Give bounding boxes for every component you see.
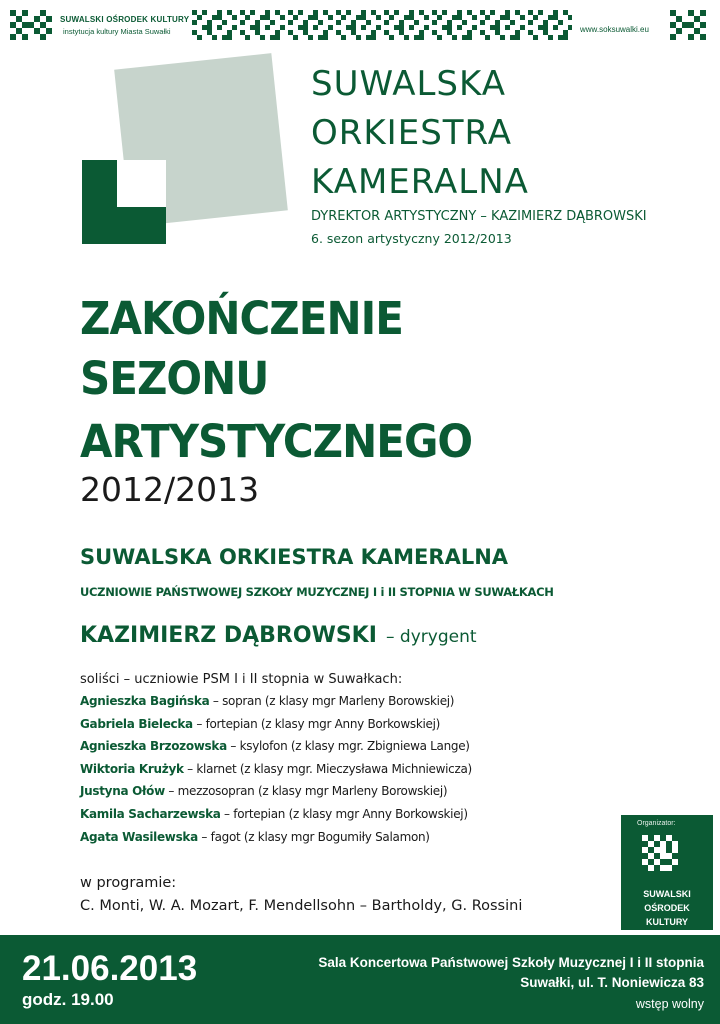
conductor <box>80 623 477 648</box>
soloist-item <box>80 780 472 803</box>
orchestra-title-line: SUWALSKA <box>311 64 506 104</box>
soloists-list <box>80 690 472 848</box>
header-ornament-center <box>192 10 572 44</box>
organizer-logo-icon <box>642 835 680 873</box>
header-org-subtitle: instytucja kultury Miasta Suwałki <box>63 27 171 36</box>
soloist-name: Justyna Ołów <box>80 784 165 799</box>
soloist-detail: – fagot (z klasy mgr Bogumiły Salamon) <box>197 829 430 844</box>
conductor-role: – dyrygent <box>386 627 477 647</box>
organizer-name-line: OŚRODEK <box>644 903 690 913</box>
soloist-item <box>80 690 472 713</box>
venue-address: Suwałki, ul. T. Noniewicza 83 <box>520 975 704 990</box>
soloist-detail: – sopran (z klasy mgr Marleny Borowskiej) <box>209 694 455 708</box>
soloist-name: Kamila Sacharzewska <box>80 806 221 821</box>
logo-white-square <box>117 160 166 207</box>
soloist-item <box>80 826 472 849</box>
header-org-name: SUWALSKI OŚRODEK KULTURY <box>60 15 190 24</box>
soloist-detail: – ksylofon (z klasy mgr. Zbigniewa Lange) <box>226 739 470 754</box>
soloist-detail: – fortepian (z klasy mgr Anny Borkowskiej) <box>220 806 468 821</box>
soloist-name: Agata Wasilewska <box>80 829 198 844</box>
event-title-line: ARTYSTYCZNEGO <box>80 415 473 468</box>
soloist-name: Gabriela Bielecka <box>80 716 193 731</box>
conductor-name: KAZIMIERZ DĄBROWSKI <box>80 623 377 648</box>
artistic-director: DYREKTOR ARTYSTYCZNY – KAZIMIERZ DĄBROWSKI <box>311 209 647 224</box>
admission-note: wstęp wolny <box>635 997 704 1011</box>
orchestra-title-line: KAMERALNA <box>311 162 529 202</box>
header-ornament-right <box>670 10 710 44</box>
soloist-name: Agnieszka Brzozowska <box>80 739 227 754</box>
event-years: 2012/2013 <box>80 470 260 509</box>
orchestra-title-line: ORKIESTRA <box>311 113 513 153</box>
organizer-label: Organizator: <box>637 820 676 827</box>
event-title-line: SEZONU <box>80 352 269 405</box>
ensemble-name: SUWALSKA ORKIESTRA KAMERALNA <box>80 545 509 569</box>
organizer-name <box>621 887 713 929</box>
organizer-name-line: SUWALSKI <box>643 889 691 899</box>
soloists-intro: soliści – uczniowie PSM I i II stopnia w Suwałkach: <box>80 672 403 687</box>
footer-bar <box>0 935 720 1024</box>
soloist-item <box>80 803 472 826</box>
event-title-line: ZAKOŃCZENIE <box>80 292 403 345</box>
program-label: w programie: <box>80 875 177 891</box>
soloist-name: Wiktoria Krużyk <box>80 761 184 776</box>
soloist-item <box>80 735 472 758</box>
soloist-detail: – fortepian (z klasy mgr Anny Borkowskiej) <box>192 716 440 731</box>
soloist-detail: – mezzosopran (z klasy mgr Marleny Borowskiej) <box>164 784 448 799</box>
students-line: UCZNIOWIE PAŃSTWOWEJ SZKOŁY MUZYCZNEJ I i II STOPNIA W SUWAŁKACH <box>80 585 554 599</box>
season-label: 6. sezon artystyczny 2012/2013 <box>311 231 512 246</box>
venue-name: Sala Koncertowa Państwowej Szkoły Muzycznej I i II stopnia <box>318 955 704 970</box>
orchestra-title <box>311 60 529 207</box>
organizer-badge <box>621 815 713 930</box>
header-website-link[interactable]: www.soksuwalki.eu <box>580 25 649 34</box>
soloist-item <box>80 758 472 781</box>
soloist-name: Agnieszka Bagińska <box>80 694 210 708</box>
event-date: 21.06.2013 <box>22 949 198 988</box>
event-time: godz. 19.00 <box>22 990 114 1009</box>
soloist-detail: – klarnet (z klasy mgr. Mieczysława Michniewicza) <box>183 761 472 776</box>
soloist-item <box>80 713 472 736</box>
header-ornament-left <box>10 10 55 44</box>
program-composers: C. Monti, W. A. Mozart, F. Mendellsohn – Bartholdy, G. Rossini <box>80 898 523 914</box>
organizer-name-line: KULTURY <box>646 917 688 927</box>
